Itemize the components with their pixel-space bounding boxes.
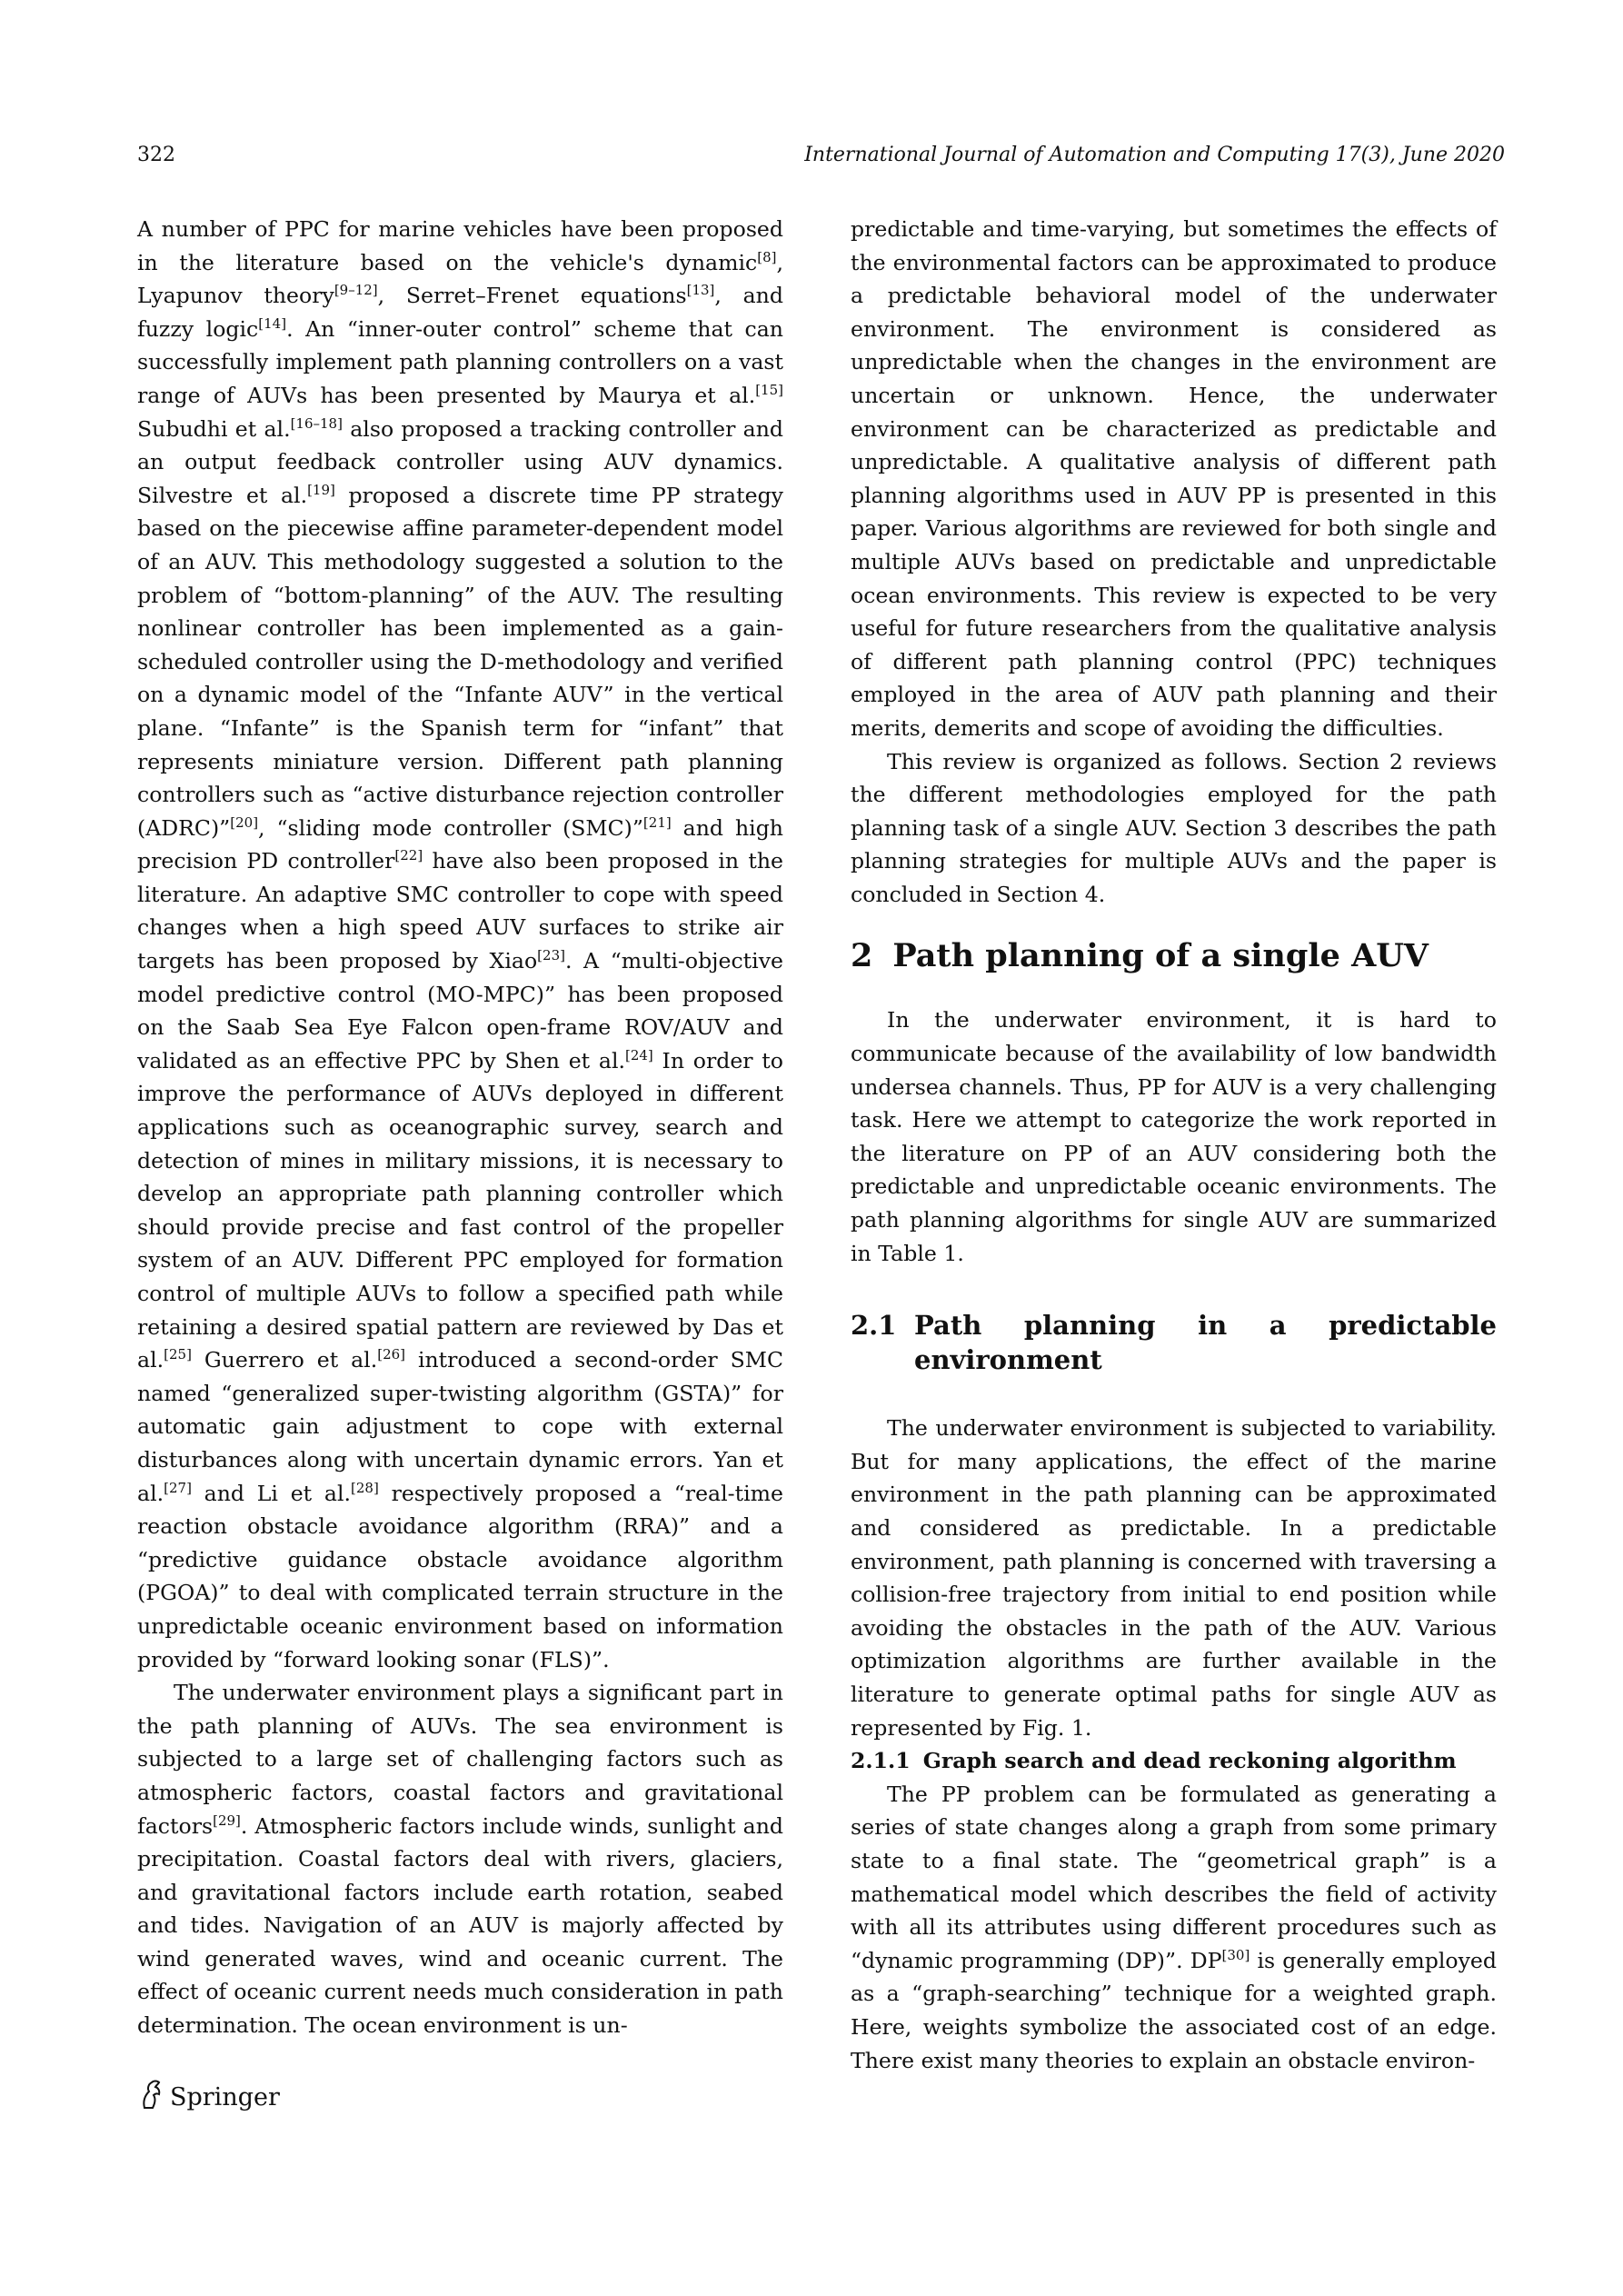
citation: [28] (351, 1479, 379, 1496)
paragraph: predictable and time-varying, but sometimes the effects of the environmental factors can be approximated to produce a predictable behavioral model of the underwater environment. The environment is considered as unpredictable when the changes in the environment are uncertain or unknown. Hence, the underwater environment can be characterized as predictable and unpredictable. A qualitative analysis of different path planning algorithms used in AUV PP is presented in this paper. Various algorithms are reviewed for both single and multiple AUVs based on predictable and unpredictable ocean environments. This review is expected to be very useful for future researchers from the qualitative analysis of different path planning control (PPC) techniques employed in the area of AUV path planning and their merits, demerits and scope of avoiding the difficulties. (851, 216, 1497, 741)
citation: [21] (642, 814, 672, 831)
right-column (851, 213, 1497, 2077)
citation: [13] (686, 282, 715, 299)
subsubsection-heading (851, 1744, 1497, 1778)
section-title: Path planning of a single AUV (892, 937, 1429, 975)
subsection-number: 2.1 (851, 1310, 897, 1342)
citation: [30] (1221, 1946, 1250, 1963)
springer-horse-icon (137, 2079, 170, 2116)
paragraph: This review is organized as follows. Section 2 reviews the different methodologies employed for the path planning task of a single AUV. Section 3 describes the path planning strategies for multiple AUVs and the paper is concluded in Section 4. (851, 748, 1497, 907)
citation: [14] (258, 314, 287, 332)
section-number: 2 (851, 937, 873, 975)
paragraph: The underwater environment is subjected to variability. But for many applications, the effect of the marine environment in the path planning can be approximated and considered as predictable. In a predictable environment, path planning is concerned with traversing a collision-free trajectory from initial to end position while avoiding the obstacles in the path of the AUV. Various optimization algorithms are further available in the literature to generate optimal paths for single AUV as represented by Fig. 1. (851, 1415, 1497, 1741)
left-column (137, 213, 783, 2042)
journal-header: International Journal of Automation and Computing 17(3), June 2020 (804, 144, 1505, 166)
springer-logo (137, 2079, 280, 2116)
paragraph: The PP problem can be formulated as generating a series of state changes along a graph from some primary state to a final state. The “geometrical graph” is a mathematical model which describes the field of activity with all its attributes using different procedures such as “dynamic programming (DP)”. DP[30] is generally employed as a “graph-searching” technique for a weighted graph. Here, weights symbolize the associated cost of an edge. There exist many theories to explain an obstacle environ- (851, 1781, 1497, 2073)
citation: [15] (755, 381, 783, 398)
citation: [20] (230, 814, 259, 831)
citation: [8] (757, 248, 777, 265)
paragraph: A number of PPC for marine vehicles have been proposed in the literature based on the vehicle's dynamic[8], Lyapunov theory[9–12], Serret–Frenet equations[13], and fuzzy logic[14]. An “inner-outer control” scheme that can successfully implement path planning controllers on a vast range of AUVs has been presented by Maurya et al.[15] Subudhi et al.[16–18] also proposed a tracking controller and an output feedback controller using AUV dynamics. Silvestre et al.[19] proposed a discrete time PP strategy based on the piecewise affine parameter-dependent model of an AUV. This methodology suggested a solution to the problem of “bottom-planning” of the AUV. The resulting nonlinear controller has been implemented as a gain-scheduled controller using the D-methodology and verified on a dynamic model of the “Infante AUV” in the vertical plane. “Infante” is the Spanish term for “infant” that represents miniature version. Different path planning controllers such as “active disturbance rejection controller (ADRC)”[20], “sliding mode controller (SMC)”[21] and high precision PD controller[22] have also been proposed in the literature. An adaptive SMC controller to cope with speed changes when a high speed AUV surfaces to strike air targets has been proposed by Xiao[23]. A “multi-objective model predictive control (MO-MPC)” has been proposed on the Saab Sea Eye Falcon open-frame ROV/AUV and validated as an effective PPC by Shen et al.[24] In order to improve the performance of AUVs deployed in different applications such as oceanographic survey, search and detection of mines in military missions, it is necessary to develop an appropriate path planning controller which should provide precise and fast control of the propeller system of an AUV. Different PPC employed for formation control of multiple AUVs to follow a specified path while retaining a desired spatial pattern are reviewed by Das et al.[25] Guerrero et al.[26] introduced a second-order SMC named “generalized super-twisting algorithm (GSTA)” for automatic gain adjustment to cope with external disturbances along with uncertain dynamic errors. Yan et al.[27] and Li et al.[28] respectively proposed a “real-time reaction obstacle avoidance algorithm (RRA)” and a “predictive guidance obstacle avoidance algorithm (PGOA)” to deal with complicated terrain structure in the unpredictable oceanic environment based on information provided by “forward looking sonar (FLS)”. (137, 216, 784, 1672)
subsubsection-number: 2.1.1 (851, 1748, 911, 1774)
section-heading (851, 936, 1497, 976)
subsubsection-title: Graph search and dead reckoning algorithm (922, 1748, 1457, 1774)
subsection-title: Path planning in a predictable environment (914, 1310, 1497, 1376)
page-number: 322 (137, 144, 175, 166)
citation: [26] (377, 1346, 406, 1363)
citation: [25] (164, 1346, 192, 1363)
subsection-heading (851, 1308, 1497, 1377)
citation: [16–18] (290, 414, 343, 432)
paragraph: In the underwater environment, it is hard to communicate because of the availability of low bandwidth undersea channels. Thus, PP for AUV is a very challenging task. Here we attempt to categorize the work reported in the literature on PP of an AUV considering both the predictable and unpredictable oceanic environments. The path planning algorithms for single AUV are summarized in Table 1. (851, 1007, 1497, 1266)
citation: [9–12] (334, 282, 378, 299)
citation: [19] (307, 481, 335, 498)
publisher-name: Springer (170, 2083, 280, 2111)
citation: [23] (537, 947, 565, 964)
paragraph: The underwater environment plays a significant part in the path planning of AUVs. The sea environment is subjected to a large set of challenging factors such as atmospheric factors, coastal factors and gravitational factors[29]. Atmospheric factors include winds, sunlight and precipitation. Coastal factors deal with rivers, glaciers, and gravitational factors include earth rotation, seabed and tides. Navigation of an AUV is majorly affected by wind generated waves, wind and oceanic current. The effect of oceanic current needs much consideration in path determination. The ocean environment is un- (137, 1680, 783, 2039)
citation: [29] (213, 1812, 241, 1829)
citation: [22] (394, 847, 423, 864)
citation: [24] (624, 1046, 653, 1063)
citation: [27] (164, 1479, 192, 1496)
